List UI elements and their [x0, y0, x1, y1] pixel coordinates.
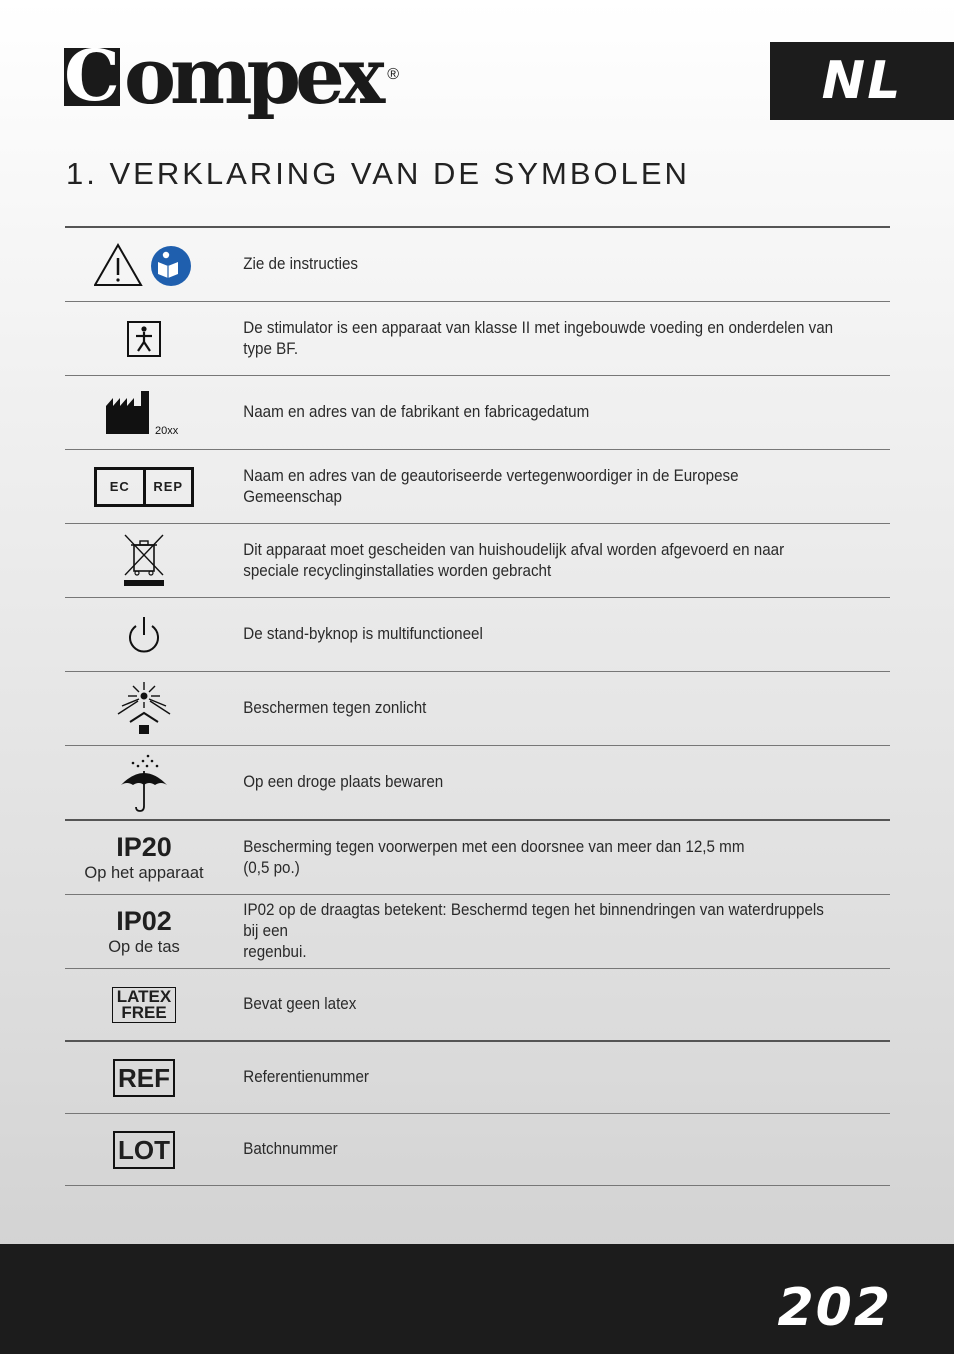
symbol-row	[65, 228, 890, 302]
symbol-description: Dit apparaat moet gescheiden van huishoudelijk afval worden afgevoerd en naar speciale recyclinginstallaties worden gebracht	[243, 540, 785, 580]
latex-label: LATEX	[116, 986, 172, 1006]
symbols-table	[65, 226, 890, 1186]
rep-label: REP	[153, 479, 184, 494]
ec-label: EC	[97, 470, 146, 504]
latex-free-icon	[65, 969, 223, 1040]
symbol-row	[65, 302, 890, 376]
symbol-row	[65, 1042, 890, 1114]
description-line: regenbui.	[243, 943, 307, 961]
keep-away-sunlight-icon	[65, 672, 223, 745]
symbol-row	[65, 969, 890, 1042]
lot-icon	[65, 1114, 223, 1185]
symbol-description: De stimulator is een apparaat van klasse II met ingebouwde voeding en onderdelen van type BF.	[243, 318, 834, 358]
description-line: IP02 op de draagtas betekent: Beschermd tegen het binnendringen van waterdruppels bij een	[243, 901, 824, 940]
symbol-description: Naam en adres van de geautoriseerde vertegenwoordiger in de Europese Gemeenschap	[243, 466, 739, 506]
logo-text: ompex	[124, 31, 380, 122]
symbol-description: Bevat geen latex	[243, 995, 357, 1013]
language-label: NL	[821, 51, 903, 111]
compex-logo	[64, 31, 400, 124]
lot-label: LOT	[113, 1131, 175, 1169]
description-line: Bescherming tegen voorwerpen met een doorsnee van meer dan 12,5 mm	[243, 837, 745, 856]
ip-location: Op het apparaat	[84, 863, 204, 882]
standby-icon	[65, 598, 223, 671]
symbol-row	[65, 598, 890, 672]
symbol-row	[65, 1114, 890, 1186]
registered-mark: ®	[387, 66, 400, 83]
symbol-row	[65, 524, 890, 598]
symbol-description: Op een droge plaats bewaren	[243, 773, 444, 791]
keep-dry-icon	[65, 746, 223, 819]
ref-icon	[65, 1042, 223, 1113]
weee-bin-icon	[65, 524, 223, 597]
ec-rep-icon	[65, 450, 223, 523]
symbol-row	[65, 672, 890, 746]
symbol-description	[223, 837, 837, 879]
symbol-description: Naam en adres van de fabrikant en fabricagedatum	[243, 403, 590, 421]
ip02-symbol	[65, 895, 223, 968]
ref-label: REF	[113, 1059, 175, 1097]
symbol-description: Batchnummer	[243, 1140, 338, 1158]
symbol-row	[65, 450, 890, 524]
ip-location: Op de tas	[108, 937, 180, 956]
manufacturer-icon	[65, 376, 223, 449]
symbol-row	[65, 746, 890, 821]
symbol-description: Referentienummer	[243, 1068, 369, 1086]
free-label: FREE	[121, 1002, 167, 1022]
symbol-description	[223, 900, 837, 963]
ip-code: IP02	[116, 905, 172, 936]
ip20-symbol	[65, 821, 223, 894]
description-line: (0,5 po.)	[243, 858, 300, 877]
warning-and-manual-icon	[65, 228, 223, 301]
symbol-row	[65, 895, 890, 969]
symbol-description: Beschermen tegen zonlicht	[243, 699, 427, 717]
logo-c: C	[64, 34, 120, 117]
ip-code: IP20	[116, 831, 172, 862]
page-title: 1. VERKLARING VAN DE SYMBOLEN	[66, 156, 690, 191]
page-number: 202	[777, 1278, 892, 1338]
symbol-description: De stand-byknop is multifunctioneel	[243, 625, 483, 643]
symbol-row	[65, 376, 890, 450]
symbol-row	[65, 821, 890, 895]
language-badge	[770, 42, 954, 120]
symbol-description: Zie de instructies	[243, 255, 358, 273]
type-bf-icon	[65, 302, 223, 375]
manufacturer-date-label: 20xx	[155, 424, 179, 437]
